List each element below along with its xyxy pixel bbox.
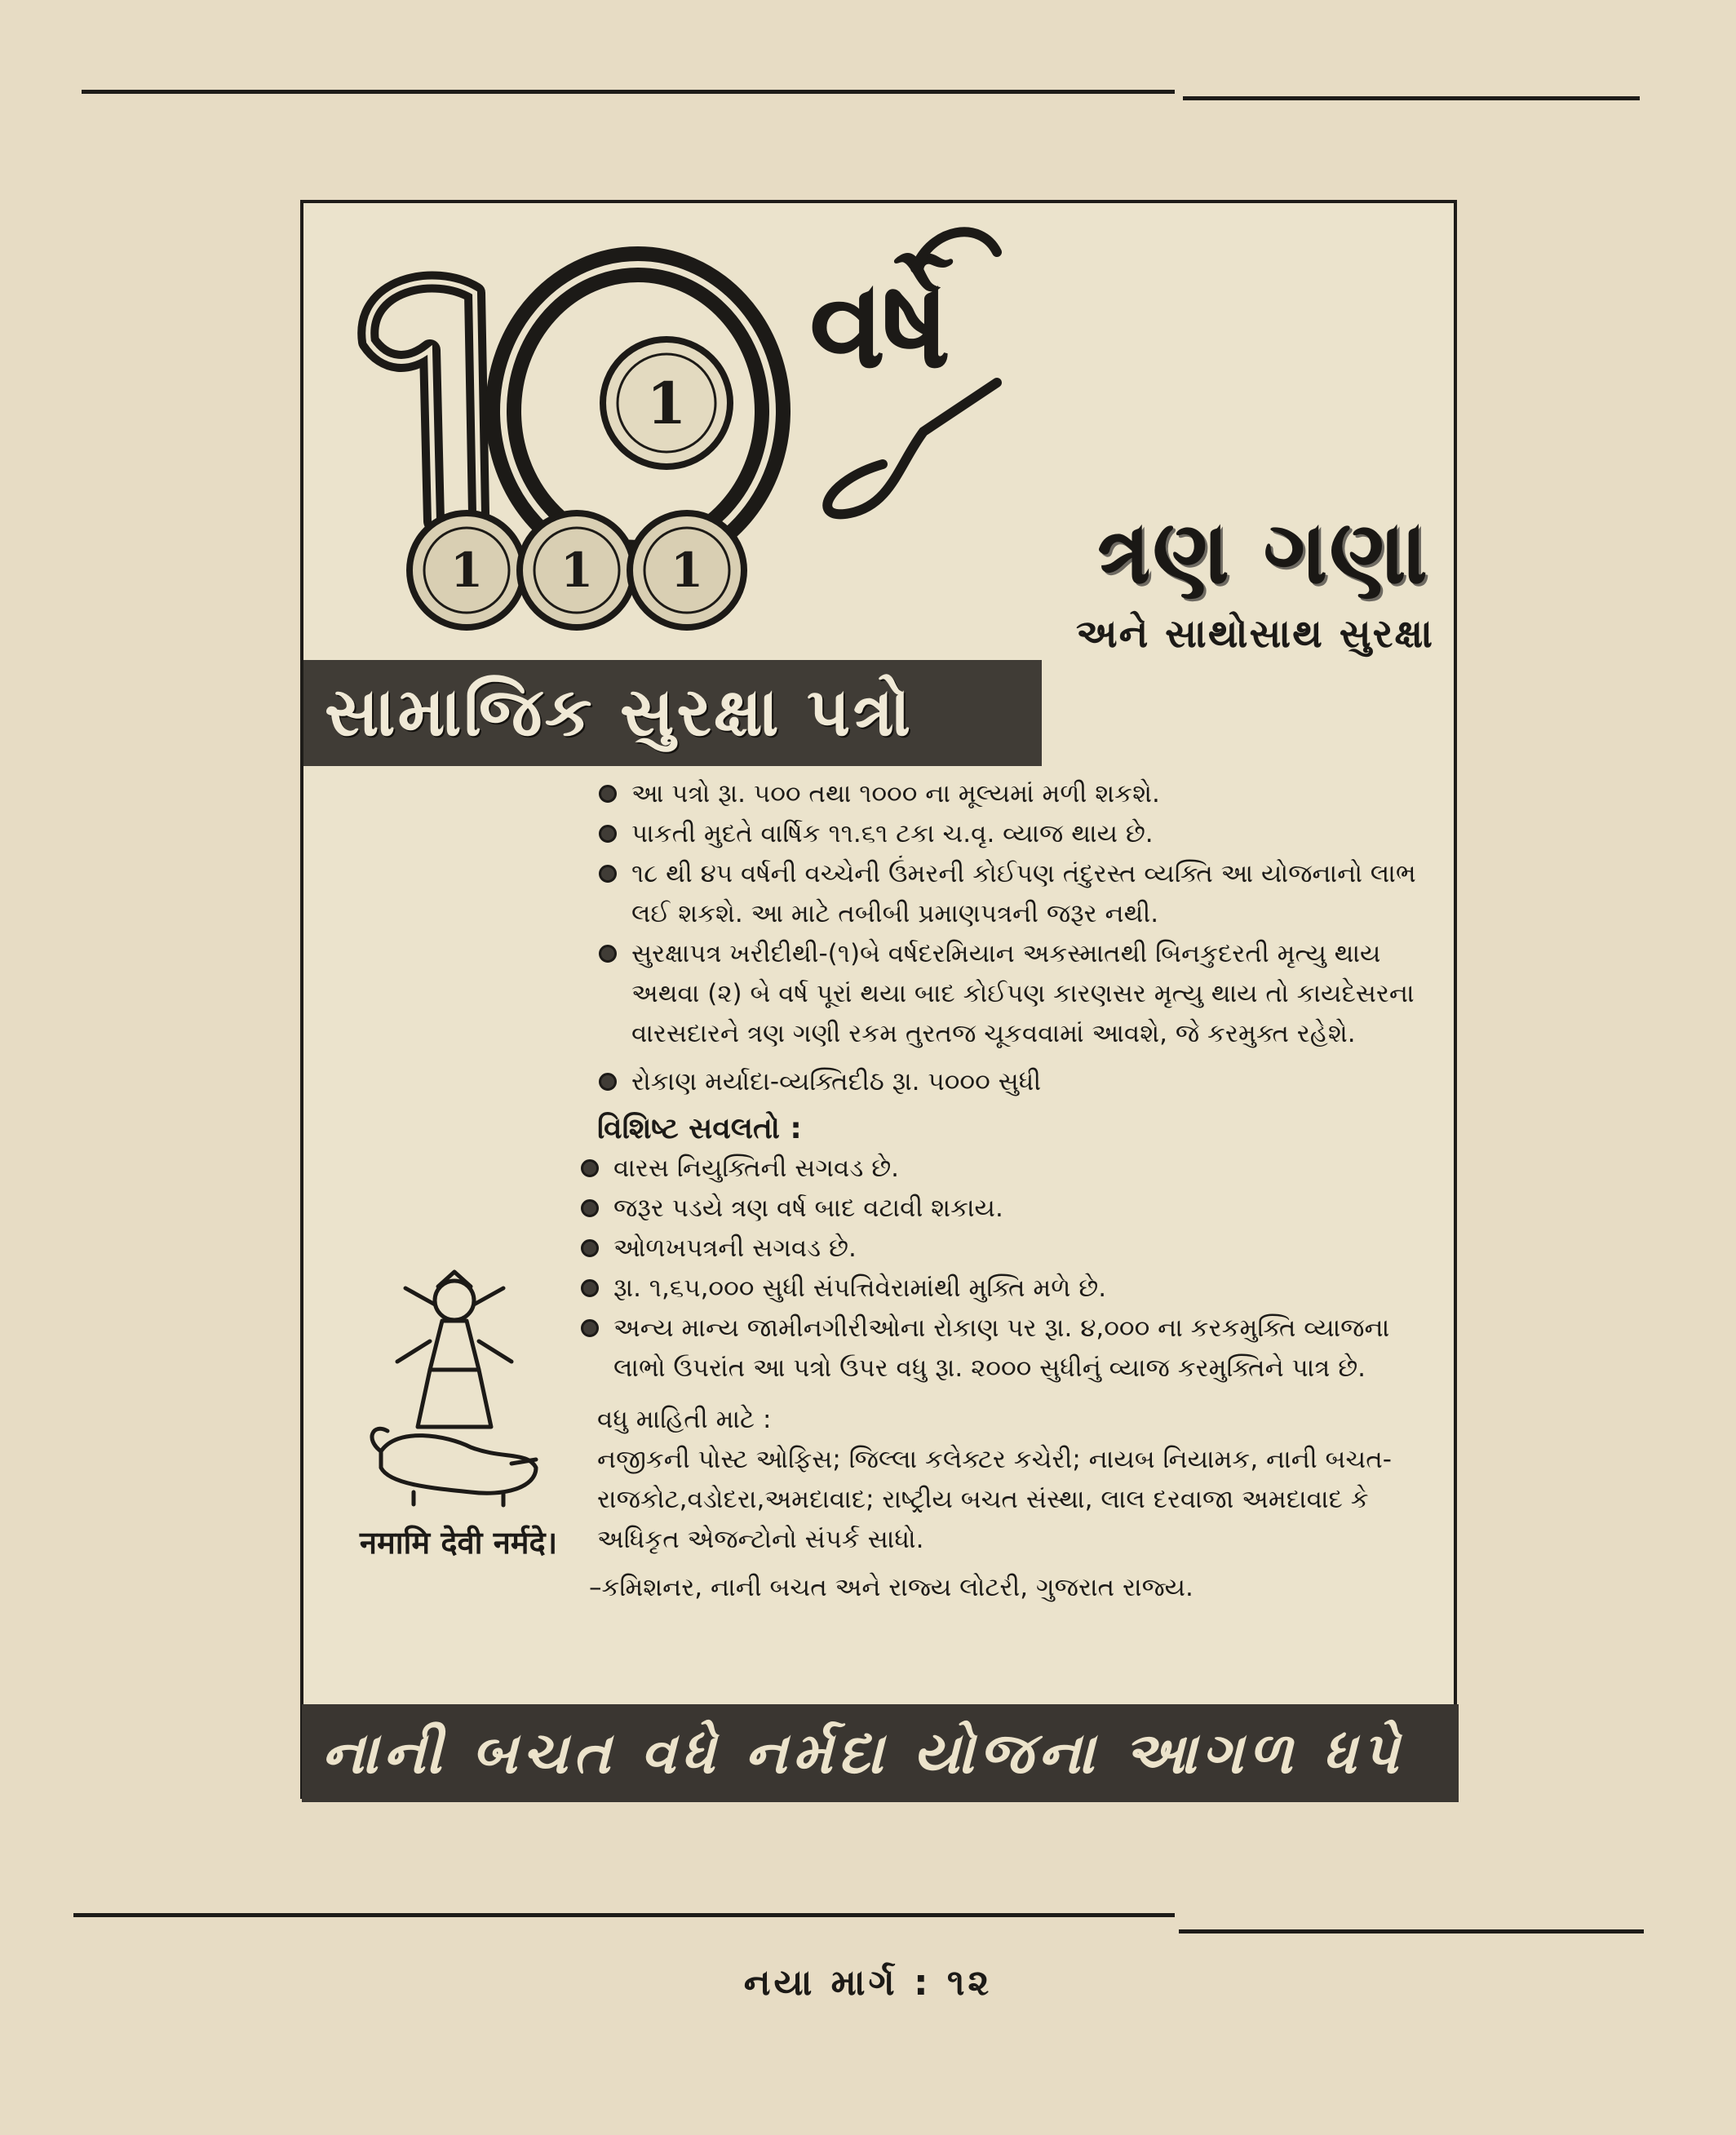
subhead: અને સાથોસાથ સુરક્ષા — [1075, 611, 1434, 657]
bottom-rule-right — [1179, 1929, 1644, 1933]
svg-text:1: 1 — [560, 543, 594, 598]
bullet-item: આ પત્રો રૂા. ૫૦૦ તથા ૧૦૦૦ ના મૂલ્યમાં મળી શકશે. — [597, 774, 1429, 814]
footer-slogan: નાની બચત વધે નર્મદા યોજના આગળ ધપે — [302, 1704, 1459, 1802]
goddess-caption: नमामि देवी नर्मदे। — [359, 1525, 558, 1561]
banner-title: સામાજિક સુરક્ષા પત્રો — [303, 660, 1042, 766]
bullet-item: ૧૮ થી ૪૫ વર્ષની વચ્ચેની ઉંમરની કોઈપણ તંદુરસ્ત વ્યક્તિ આ યોજનાનો લાભ લઈ શકશે. આ માટે તબીબી પ્રમાણપત્રની જરૂર નથી. — [597, 854, 1429, 934]
feature-item: રૂા. ૧,૬૫,૦૦૦ સુધી સંપત્તિવેરામાંથી મુક્તિ મળે છે. — [579, 1269, 1429, 1309]
goddess-narmada-illustration — [348, 1264, 560, 1508]
signoff: –કમિશનર, નાની બચત અને રાજ્ય લોટરી, ગુજરાત રાજ્ય. — [589, 1573, 1194, 1602]
page-number: નયા માર્ગ : ૧૨ — [743, 1962, 993, 2004]
coin-digit: 1 — [646, 370, 687, 437]
feature-item: ઓળખપત્રની સગવડ છે. — [579, 1229, 1429, 1269]
more-info — [597, 1400, 1429, 1560]
feature-item: જરૂર પડયે ત્રણ વર્ષ બાદ વટાવી શકાય. — [579, 1189, 1429, 1229]
coin-icon — [520, 513, 634, 627]
top-rule-right — [1183, 96, 1640, 100]
features-list — [579, 1149, 1429, 1389]
feature-item: વારસ નિયુક્તિની સગવડ છે. — [579, 1149, 1429, 1189]
top-rule-left — [82, 90, 1175, 94]
feature-item: અન્ય માન્ય જામીનગીરીઓના રોકાણ પર રૂા. ૪,૦૦૦ ના કરકમુક્તિ વ્યાજના લાભો ઉપરાંત આ પત્રો ઉપર વધુ રૂા. ૨૦૦૦ સુધીનું વ્યાજ કરમુક્તિને પાત્ર છે. — [579, 1309, 1429, 1389]
headline: ત્રણ ગણા — [1096, 502, 1429, 604]
bullet-item: રોકાણ મર્યાદા-વ્યક્તિદીઠ રૂા. ૫૦૦૦ સુધી — [597, 1062, 1429, 1102]
ad-body — [589, 774, 1429, 1608]
bullet-item: સુરક્ષાપત્ર ખરીદીથી-(૧)બે વર્ષદરમિયાન અકસ્માતથી બિનકુદરતી મૃત્યુ થાય અથવા (૨) બે વર્ષ પૂરાં થયા બાદ કોઈપણ કારણસર મૃત્યુ થાય તો કાયદેસરના વારસદારને ત્રણ ગણી રકમ તુરતજ ચૂકવવામાં આવશે, જે કરમુક્ત રહેશે. — [597, 934, 1429, 1054]
bullet-item: પાકતી મુદતે વાર્ષિક ૧૧.૬૧ ટકા ચ.વૃ. વ્યાજ થાય છે. — [597, 814, 1429, 854]
curl-flourish — [793, 219, 1038, 529]
features-heading: વિશિષ્ટ સવલતો : — [597, 1112, 802, 1145]
bottom-rule-left — [73, 1913, 1175, 1917]
svg-text:1: 1 — [450, 543, 484, 598]
years-word: વર્ષે — [809, 252, 948, 396]
coin-icon — [410, 513, 524, 627]
more-info-heading: વધુ માહિતી માટે : — [597, 1405, 772, 1434]
advertisement — [300, 200, 1457, 1799]
coins-row — [405, 501, 748, 640]
coin-icon — [630, 513, 744, 627]
svg-text:1: 1 — [670, 543, 704, 598]
more-info-text: નજીકની પોસ્ટ ઓફિસ; જિલ્લા કલેક્ટર કચેરી; નાયબ નિયામક, નાની બચત-રાજકોટ,વડોદરા,અમદાવાદ; રાષ્ટ્રીય બચત સંસ્થા, લાલ દરવાજા અમદાવાદ કે અધિકૃત એજન્ટોનો સંપર્ક સાધો. — [597, 1445, 1392, 1554]
